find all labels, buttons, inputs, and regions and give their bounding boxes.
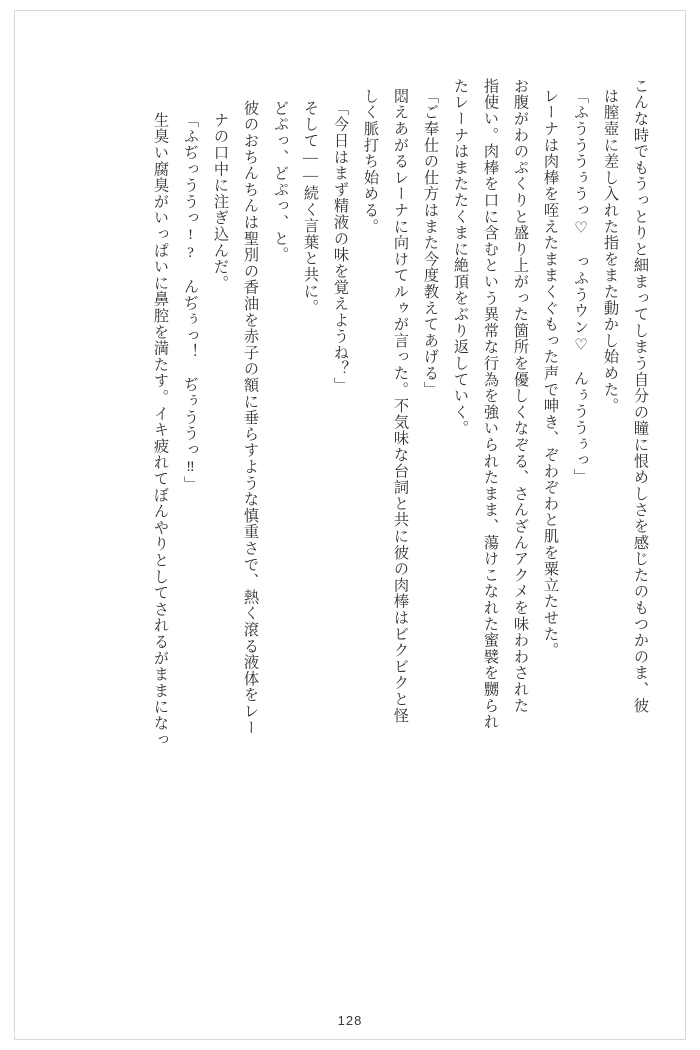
text-column: 「今日はまず精液の味を覚えようね？」 <box>332 100 349 394</box>
text-column: 指使い。肉棒を口に含むという異常な行為を強いられたまま、蕩けこなれた蜜襞を嬲られ <box>482 78 499 730</box>
text-column: 生臭い腐臭がいっぱいに鼻腔を満たす。イキ疲れてぼんやりとしてされるがままになっ <box>152 112 169 748</box>
text-column: たレーナはまたたくまに絶頂をぶり返していく。 <box>452 78 469 437</box>
text-column: ナの口中に注ぎ込んだ。 <box>212 112 229 292</box>
text-column: そして――続く言葉と共に。 <box>302 100 319 316</box>
page-number: 128 <box>337 1013 363 1028</box>
text-column: お腹がわのぷくりと盛り上がった箇所を優しくなぞる、さんざんアクメを味わわされた <box>512 78 529 714</box>
vertical-text-block <box>60 78 648 978</box>
text-column: こんな時でもうっとりと細まってしまう自分の瞳に恨めしさを感じたのもつかのま、彼 <box>632 78 649 714</box>
text-column: しく脈打ち始める。 <box>362 88 379 235</box>
text-column: は膣壺に差し入れた指をまた動かし始めた。 <box>602 88 619 414</box>
text-column: 「ふうううぅうっ♡ っふうウン♡ んぅううぅっ」 <box>572 88 589 485</box>
text-column: 「ふぢっううっ!? んぢぅっ！ ぢぅううっ‼」 <box>182 112 199 493</box>
text-column: 彼のおちんちんは聖別の香油を赤子の額に垂らすような慎重さで、熱く滾る液体をレー <box>242 100 259 736</box>
text-column: 「ご奉仕の仕方はまた今度教えてあげる」 <box>422 88 439 398</box>
text-column: どぷっ、どぷっ、と。 <box>272 100 289 263</box>
text-column: 悶えあがるレーナに向けてルゥが言った。不気味な台詞と共に彼の肉棒はビクビクと怪 <box>392 88 409 724</box>
text-column: レーナは肉棒を咥えたままくぐもった声で呻き、ぞわぞわと肌を粟立たせた。 <box>542 88 559 659</box>
